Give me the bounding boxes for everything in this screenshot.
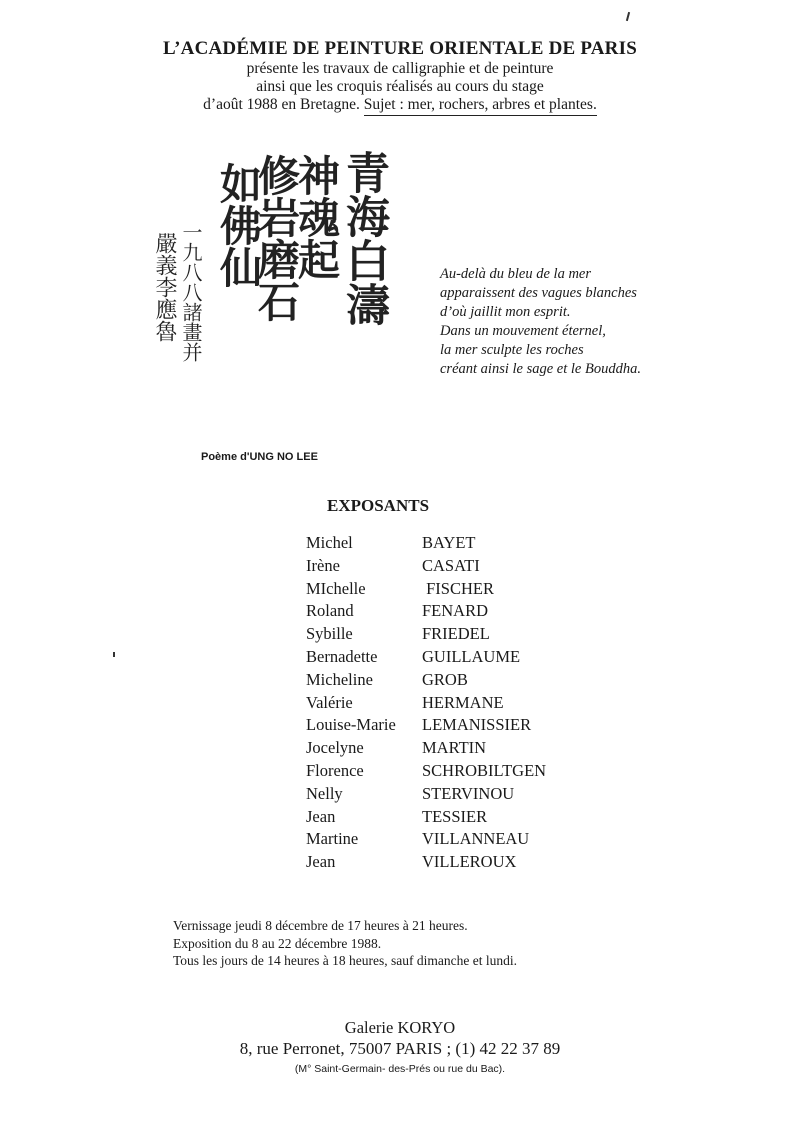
last-name: FISCHER xyxy=(422,578,494,598)
vernissage-line: Vernissage jeudi 8 décembre de 17 heures à 21 heures. xyxy=(173,918,468,933)
first-name: Irène xyxy=(306,555,340,575)
last-name: VILLEROUX xyxy=(422,852,517,872)
document-header xyxy=(0,38,800,114)
gallery-metro: (M° Saint-Germain- des-Prés ou rue du Bac). xyxy=(294,1063,506,1075)
calligraphy-column: 青海白濤 xyxy=(338,150,389,326)
first-name: Bernadette xyxy=(306,646,378,666)
signature-column: 一九八八諸畫并 xyxy=(179,222,203,362)
first-name: Sybille xyxy=(306,624,353,644)
first-name: Roland xyxy=(306,601,354,621)
last-name: FRIEDEL xyxy=(422,624,490,644)
exhibitor-row xyxy=(306,714,546,737)
first-name: MIchelle xyxy=(306,578,366,598)
exhibition-info xyxy=(173,917,517,970)
exhibitor-row xyxy=(306,692,546,715)
last-name: STERVINOU xyxy=(422,783,515,803)
scan-mark xyxy=(626,12,630,21)
academy-title: L’ACADÉMIE DE PEINTURE ORIENTALE DE PARIS xyxy=(163,38,637,59)
exhibitors-list xyxy=(306,532,546,874)
last-name: FENARD xyxy=(422,601,489,621)
poem-line: créant ainsi le sage et le Bouddha. xyxy=(440,361,641,377)
calligraphy-column: 神魂起 xyxy=(292,154,341,280)
calligraphy-column: 修岩磨石 xyxy=(252,154,301,322)
first-name: Martine xyxy=(306,829,359,849)
gallery-address: 8, rue Perronet, 75007 PARIS ; (1) 42 22 37 89 xyxy=(239,1039,561,1058)
poem-text xyxy=(440,265,641,379)
last-name: LEMANISSIER xyxy=(422,715,532,735)
last-name: VILLANNEAU xyxy=(422,829,530,849)
last-name: SCHROBILTGEN xyxy=(422,760,547,780)
intro-line-2: ainsi que les croquis réalisés au cours du stage xyxy=(256,78,544,95)
first-name: Jocelyne xyxy=(306,738,364,758)
gallery-info xyxy=(0,1017,800,1077)
first-name: Jean xyxy=(306,852,336,872)
hours-line: Tous les jours de 14 heures à 18 heures, sauf dimanche et lundi. xyxy=(173,953,517,968)
last-name: TESSIER xyxy=(422,806,488,826)
first-name: Florence xyxy=(306,760,364,780)
exhibitor-row xyxy=(306,783,546,806)
exhibitor-row xyxy=(306,578,546,601)
last-name: GUILLAUME xyxy=(422,646,521,666)
last-name: GROB xyxy=(422,669,468,689)
scan-mark xyxy=(113,652,115,657)
signature-column: 嚴義李應魯 xyxy=(152,232,177,342)
first-name: Valérie xyxy=(306,692,353,712)
last-name: HERMANE xyxy=(422,692,504,712)
calligraphy-column: 如佛仙 xyxy=(214,162,263,288)
first-name: Jean xyxy=(306,806,336,826)
poem-line: Dans un mouvement éternel, xyxy=(440,323,606,339)
calligraphy-image xyxy=(145,150,389,410)
intro-line-1: présente les travaux de calligraphie et de peinture xyxy=(246,60,554,77)
last-name: MARTIN xyxy=(422,738,487,758)
poem-credit: Poème d'UNG NO LEE xyxy=(201,451,318,463)
exhibitor-row xyxy=(306,646,546,669)
exhibitor-row xyxy=(306,760,546,783)
poem-line: apparaissent des vagues blanches xyxy=(440,285,637,301)
first-name: Nelly xyxy=(306,783,343,803)
exhibitors-heading: EXPOSANTS xyxy=(327,496,430,515)
last-name: CASATI xyxy=(422,555,480,575)
exhibitor-row xyxy=(306,555,546,578)
dates-line: Exposition du 8 au 22 décembre 1988. xyxy=(173,935,382,951)
poem-line: la mer sculpte les roches xyxy=(440,342,584,358)
intro-line-3-prefix: d’août 1988 en Bretagne. xyxy=(203,96,364,113)
gallery-name: Galerie KORYO xyxy=(344,1018,456,1037)
exhibitor-row xyxy=(306,737,546,760)
first-name: Michel xyxy=(306,533,353,552)
poem-line: Au-delà du bleu de la mer xyxy=(440,266,592,282)
exhibitor-row xyxy=(306,806,546,829)
last-name: BAYET xyxy=(422,533,476,552)
intro-line-3 xyxy=(0,96,800,114)
first-name: Louise-Marie xyxy=(306,715,396,735)
first-name: Micheline xyxy=(306,669,373,689)
subject-text: Sujet : mer, rochers, arbres et plantes. xyxy=(364,96,597,116)
exhibitor-row xyxy=(306,532,546,555)
exhibitor-row xyxy=(306,851,546,874)
exhibitor-row xyxy=(306,828,546,851)
exhibitor-row xyxy=(306,669,546,692)
exhibitor-row xyxy=(306,623,546,646)
exhibitor-row xyxy=(306,600,546,623)
poem-line: d’où jaillit mon esprit. xyxy=(440,304,571,320)
